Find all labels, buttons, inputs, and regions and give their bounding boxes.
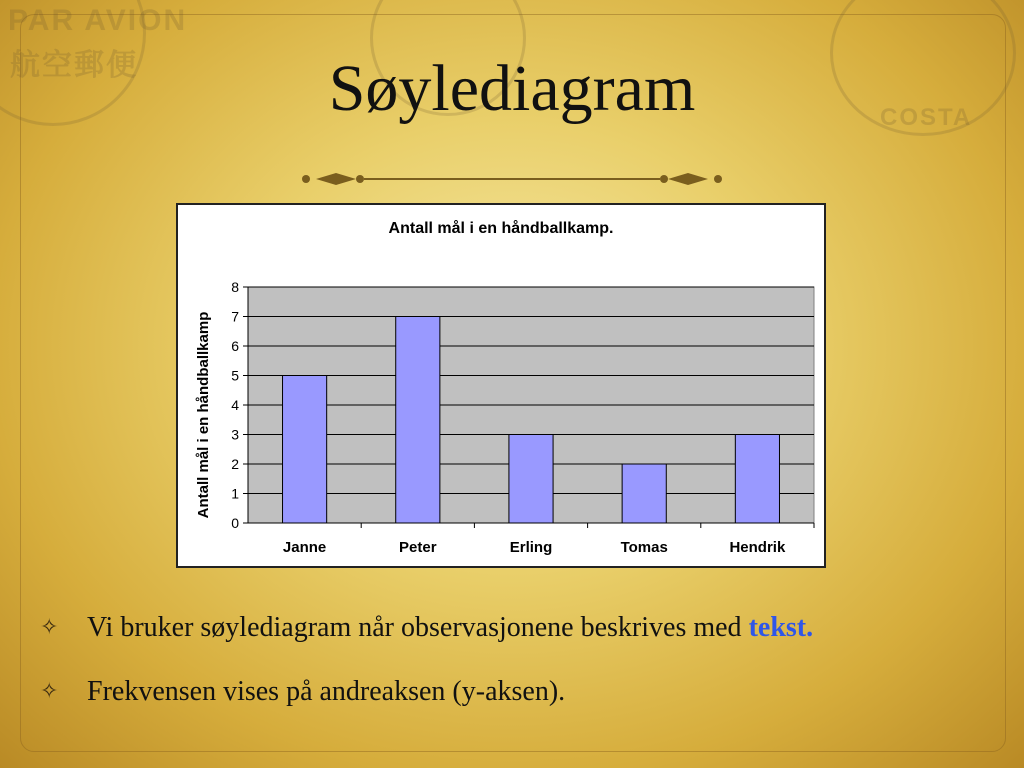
bullet-text [87,612,813,644]
bullet-highlight: tekst. [748,612,814,643]
bar [396,317,440,524]
y-tick-label: 1 [231,485,239,502]
y-axis-label: Antall mål i en håndballkamp [195,311,212,519]
bullet-text-main: Vi bruker søylediagram når observasjonene beskrives med [87,612,749,643]
y-tick-label: 8 [231,279,239,295]
y-tick-label: 0 [231,515,239,531]
stamp-text-chinese: 航空郵便 [10,49,138,82]
x-tick-label: Peter [399,539,437,556]
bullet-item [40,612,1020,644]
x-tick-label: Erling [509,539,553,556]
stamp-text-airmail: PAR AVION [8,4,188,37]
bullet-item [40,676,1020,708]
bar [622,464,666,523]
y-tick-label: 6 [231,338,239,354]
bullet-text [87,676,565,708]
bar [509,435,553,524]
x-tick-label: Tomas [620,539,668,556]
bar [283,376,327,524]
x-tick-label: Janne [282,539,327,556]
four-point-star-icon: ✧ [40,615,59,640]
y-tick-label: 2 [231,456,239,472]
bar-chart [176,203,826,568]
chart-title: Antall mål i en håndballkamp. [388,220,614,237]
y-tick-label: 3 [231,426,239,443]
y-tick-label: 5 [231,367,239,384]
bullet-text-main: Frekvensen vises på andreaksen (y-aksen). [87,676,566,707]
y-tick-label: 4 [231,397,239,413]
bar [735,435,779,524]
stamp-text-costa: COSTA [880,104,973,131]
bullet-list [40,612,1020,740]
title-divider-ornament [298,166,726,192]
y-tick-label: 7 [231,308,239,325]
x-tick-label: Hendrik [729,539,786,556]
slide-title: Søylediagram [328,52,696,125]
bar-chart-svg [178,205,824,566]
four-point-star-icon: ✧ [40,679,59,704]
